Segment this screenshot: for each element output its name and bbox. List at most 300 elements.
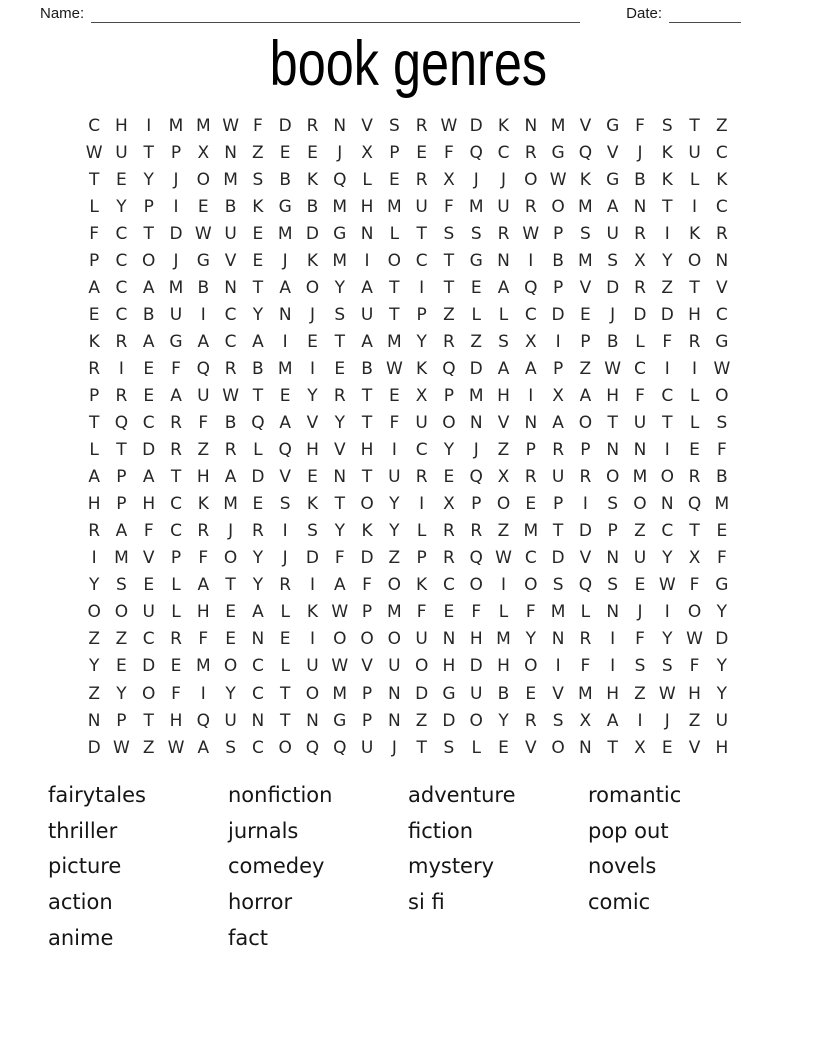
grid-cell[interactable]: M	[332, 196, 348, 217]
grid-cell[interactable]: V	[361, 656, 373, 677]
grid-cell[interactable]: B	[361, 358, 373, 379]
grid-cell[interactable]: R	[415, 169, 428, 190]
word-list-item[interactable]: si fi	[408, 889, 445, 914]
grid-cell[interactable]: U	[497, 196, 510, 217]
grid-cell[interactable]: J	[337, 142, 343, 163]
grid-cell[interactable]: V	[579, 548, 592, 569]
grid-cell[interactable]: A	[252, 602, 264, 623]
grid-cell[interactable]: C	[442, 575, 455, 596]
grid-cell[interactable]: S	[116, 575, 127, 596]
grid-cell[interactable]: G	[442, 683, 456, 704]
grid-cell[interactable]: B	[224, 413, 237, 434]
grid-cell[interactable]: M	[387, 331, 402, 352]
grid-cell[interactable]: V	[497, 413, 510, 434]
grid-cell[interactable]: C	[251, 656, 264, 677]
grid-cell[interactable]: W	[331, 602, 349, 623]
grid-cell[interactable]: Z	[252, 142, 264, 163]
grid-cell[interactable]: G	[606, 115, 620, 136]
grid-cell[interactable]: P	[361, 602, 373, 623]
grid-cell[interactable]: C	[661, 521, 674, 542]
grid-cell[interactable]: E	[279, 385, 291, 406]
grid-cell[interactable]: Q	[278, 440, 292, 461]
word-list-item[interactable]: pop out	[588, 818, 669, 843]
grid-cell[interactable]: I	[91, 548, 97, 569]
grid-cell[interactable]: Y	[252, 548, 264, 569]
grid-cell[interactable]: Y	[389, 494, 400, 515]
grid-cell[interactable]: A	[606, 710, 619, 731]
grid-cell[interactable]: S	[443, 737, 455, 758]
grid-cell[interactable]: G	[333, 223, 347, 244]
grid-cell[interactable]: O	[687, 250, 702, 271]
grid-cell[interactable]: M	[332, 683, 348, 704]
grid-cell[interactable]: W	[549, 169, 567, 190]
grid-cell[interactable]: R	[224, 440, 237, 461]
grid-cell[interactable]: Q	[333, 737, 347, 758]
grid-cell[interactable]: N	[633, 440, 647, 461]
grid-cell[interactable]: W	[440, 115, 458, 136]
grid-cell[interactable]: L	[253, 440, 263, 461]
grid-cell[interactable]: O	[469, 575, 483, 596]
grid-cell[interactable]: U	[469, 683, 483, 704]
grid-cell[interactable]: M	[332, 250, 348, 271]
grid-cell[interactable]: R	[170, 440, 182, 461]
grid-cell[interactable]: E	[498, 737, 509, 758]
grid-cell[interactable]: O	[387, 629, 402, 650]
grid-cell[interactable]: S	[661, 656, 673, 677]
grid-cell[interactable]: K	[197, 494, 209, 515]
grid-cell[interactable]: L	[89, 196, 99, 217]
grid-cell[interactable]: S	[443, 223, 455, 244]
grid-cell[interactable]: X	[688, 548, 701, 569]
grid-cell[interactable]: F	[580, 656, 591, 677]
grid-cell[interactable]: D	[305, 223, 320, 244]
grid-cell[interactable]: K	[661, 169, 673, 190]
grid-cell[interactable]: A	[197, 575, 210, 596]
grid-cell[interactable]: N	[551, 629, 565, 650]
grid-cell[interactable]: F	[171, 358, 181, 379]
grid-cell[interactable]: W	[686, 629, 703, 650]
grid-cell[interactable]: R	[251, 521, 264, 542]
grid-cell[interactable]: W	[713, 358, 731, 379]
grid-cell[interactable]: M	[223, 494, 238, 515]
grid-cell[interactable]: L	[580, 602, 591, 623]
grid-cell[interactable]: T	[689, 277, 700, 298]
grid-cell[interactable]: R	[170, 413, 182, 434]
name-fill-line[interactable]	[91, 6, 580, 23]
grid-cell[interactable]: Z	[634, 521, 646, 542]
grid-cell[interactable]: P	[116, 710, 127, 731]
grid-cell[interactable]: P	[416, 304, 427, 325]
grid-cell[interactable]: M	[714, 494, 730, 515]
grid-cell[interactable]: A	[142, 467, 155, 488]
grid-cell[interactable]: W	[194, 223, 212, 244]
grid-cell[interactable]: A	[88, 467, 100, 488]
grid-cell[interactable]: O	[142, 250, 156, 271]
grid-cell[interactable]: A	[606, 196, 619, 217]
grid-cell[interactable]: O	[660, 467, 674, 488]
grid-cell[interactable]: Y	[116, 196, 127, 217]
grid-cell[interactable]: R	[170, 629, 182, 650]
grid-cell[interactable]: N	[660, 494, 674, 515]
grid-cell[interactable]: W	[495, 548, 512, 569]
grid-cell[interactable]: T	[662, 413, 673, 434]
grid-cell[interactable]: Z	[497, 521, 510, 542]
grid-cell[interactable]: I	[555, 331, 561, 352]
grid-cell[interactable]: C	[715, 304, 728, 325]
grid-cell[interactable]: C	[115, 304, 128, 325]
grid-cell[interactable]: Z	[88, 629, 100, 650]
grid-cell[interactable]: D	[633, 304, 647, 325]
grid-cell[interactable]: X	[552, 385, 564, 406]
grid-cell[interactable]: R	[579, 629, 592, 650]
grid-cell[interactable]: R	[306, 115, 319, 136]
grid-cell[interactable]: D	[442, 710, 456, 731]
grid-cell[interactable]: B	[142, 304, 155, 325]
grid-cell[interactable]: G	[606, 169, 620, 190]
grid-cell[interactable]: G	[333, 710, 347, 731]
grid-cell[interactable]: K	[716, 169, 728, 190]
grid-cell[interactable]: N	[497, 250, 510, 271]
grid-cell[interactable]: O	[333, 629, 347, 650]
grid-cell[interactable]: Y	[716, 602, 728, 623]
grid-cell[interactable]: N	[524, 115, 538, 136]
grid-cell[interactable]: M	[387, 602, 402, 623]
word-list-item[interactable]: jurnals	[228, 818, 299, 843]
grid-cell[interactable]: Z	[579, 358, 592, 379]
grid-cell[interactable]: H	[606, 385, 620, 406]
grid-cell[interactable]: R	[333, 385, 346, 406]
grid-cell[interactable]: P	[552, 277, 564, 298]
grid-cell[interactable]: Y	[662, 548, 673, 569]
grid-cell[interactable]: D	[305, 548, 320, 569]
grid-cell[interactable]: A	[224, 467, 237, 488]
grid-cell[interactable]: D	[551, 304, 565, 325]
grid-cell[interactable]: I	[692, 358, 698, 379]
grid-cell[interactable]: T	[252, 385, 264, 406]
grid-cell[interactable]: G	[551, 142, 565, 163]
grid-cell[interactable]: E	[443, 602, 455, 623]
grid-cell[interactable]: M	[277, 358, 293, 379]
grid-cell[interactable]: Y	[662, 250, 673, 271]
grid-cell[interactable]: O	[578, 413, 593, 434]
grid-cell[interactable]: O	[551, 196, 565, 217]
grid-cell[interactable]: L	[471, 304, 481, 325]
grid-cell[interactable]: N	[387, 710, 401, 731]
grid-cell[interactable]: X	[197, 142, 210, 163]
grid-cell[interactable]: C	[661, 385, 674, 406]
grid-cell[interactable]: C	[524, 304, 537, 325]
word-list-item[interactable]: picture	[48, 854, 122, 879]
grid-cell[interactable]: E	[143, 358, 155, 379]
grid-cell[interactable]: R	[88, 358, 101, 379]
grid-cell[interactable]: R	[524, 142, 537, 163]
grid-cell[interactable]: O	[633, 494, 647, 515]
grid-cell[interactable]: M	[168, 115, 184, 136]
grid-cell[interactable]: Y	[498, 710, 509, 731]
grid-cell[interactable]: E	[143, 385, 155, 406]
grid-cell[interactable]: O	[551, 737, 565, 758]
grid-cell[interactable]: V	[579, 277, 592, 298]
grid-cell[interactable]: P	[116, 467, 127, 488]
grid-cell[interactable]: H	[115, 115, 128, 136]
grid-cell[interactable]: E	[225, 602, 236, 623]
grid-cell[interactable]: R	[115, 385, 128, 406]
grid-cell[interactable]: C	[715, 196, 728, 217]
grid-cell[interactable]: U	[224, 223, 237, 244]
grid-cell[interactable]: H	[196, 602, 210, 623]
grid-cell[interactable]: A	[88, 277, 100, 298]
grid-cell[interactable]: Y	[334, 413, 345, 434]
grid-cell[interactable]: T	[361, 385, 373, 406]
grid-cell[interactable]: P	[525, 440, 536, 461]
grid-cell[interactable]: I	[501, 575, 507, 596]
grid-cell[interactable]: R	[470, 521, 483, 542]
grid-cell[interactable]: S	[498, 331, 509, 352]
grid-cell[interactable]: G	[715, 575, 729, 596]
grid-cell[interactable]: X	[443, 494, 455, 515]
grid-cell[interactable]: U	[142, 602, 155, 623]
grid-cell[interactable]: T	[416, 737, 427, 758]
word-list-item[interactable]: nonfiction	[228, 782, 333, 807]
grid-cell[interactable]: A	[333, 575, 346, 596]
grid-cell[interactable]: N	[251, 629, 265, 650]
grid-cell[interactable]: C	[224, 331, 237, 352]
grid-cell[interactable]: N	[87, 710, 101, 731]
grid-cell[interactable]: F	[444, 142, 454, 163]
grid-cell[interactable]: O	[142, 683, 156, 704]
grid-cell[interactable]: T	[252, 277, 264, 298]
grid-cell[interactable]: O	[305, 277, 320, 298]
grid-cell[interactable]: R	[115, 331, 128, 352]
grid-cell[interactable]: R	[524, 467, 537, 488]
grid-cell[interactable]: W	[658, 575, 676, 596]
word-list-item[interactable]: fact	[228, 925, 269, 950]
grid-cell[interactable]: A	[279, 277, 291, 298]
grid-cell[interactable]: G	[469, 250, 483, 271]
grid-cell[interactable]: J	[309, 304, 315, 325]
grid-cell[interactable]: G	[169, 331, 183, 352]
grid-cell[interactable]: Z	[388, 548, 401, 569]
grid-cell[interactable]: L	[689, 413, 700, 434]
grid-cell[interactable]: T	[607, 737, 618, 758]
grid-cell[interactable]: T	[416, 223, 427, 244]
grid-cell[interactable]: C	[415, 250, 428, 271]
grid-cell[interactable]: L	[389, 223, 400, 244]
word-list-item[interactable]: romantic	[588, 782, 682, 807]
grid-cell[interactable]: M	[578, 250, 593, 271]
grid-cell[interactable]: K	[306, 602, 319, 623]
grid-cell[interactable]: S	[552, 575, 564, 596]
grid-cell[interactable]: T	[443, 277, 455, 298]
grid-cell[interactable]: D	[551, 548, 565, 569]
grid-cell[interactable]: Z	[716, 115, 728, 136]
grid-cell[interactable]: M	[387, 196, 402, 217]
grid-cell[interactable]: E	[252, 494, 264, 515]
grid-cell[interactable]: M	[632, 467, 648, 488]
grid-cell[interactable]: O	[496, 494, 511, 515]
grid-cell[interactable]: T	[279, 683, 291, 704]
grid-cell[interactable]: D	[142, 656, 156, 677]
word-list-item[interactable]: action	[48, 889, 113, 914]
grid-cell[interactable]: L	[498, 304, 509, 325]
grid-cell[interactable]: S	[388, 115, 400, 136]
grid-cell[interactable]: L	[689, 169, 700, 190]
grid-cell[interactable]: C	[524, 548, 537, 569]
grid-cell[interactable]: L	[362, 169, 372, 190]
grid-cell[interactable]: P	[389, 142, 400, 163]
grid-cell[interactable]: C	[170, 521, 182, 542]
grid-cell[interactable]: R	[443, 331, 455, 352]
grid-cell[interactable]: B	[606, 331, 619, 352]
grid-cell[interactable]: I	[637, 710, 643, 731]
grid-cell[interactable]: C	[115, 223, 128, 244]
grid-cell[interactable]: S	[334, 304, 346, 325]
grid-cell[interactable]: P	[552, 494, 564, 515]
grid-cell[interactable]: O	[87, 602, 101, 623]
grid-cell[interactable]: A	[497, 277, 510, 298]
grid-cell[interactable]: F	[716, 548, 727, 569]
grid-cell[interactable]: D	[169, 223, 183, 244]
grid-cell[interactable]: E	[143, 575, 155, 596]
grid-cell[interactable]: Y	[525, 629, 536, 650]
grid-cell[interactable]: D	[578, 521, 592, 542]
grid-cell[interactable]: Z	[688, 710, 701, 731]
grid-cell[interactable]: C	[415, 440, 428, 461]
grid-cell[interactable]: L	[416, 521, 427, 542]
grid-cell[interactable]: A	[197, 331, 210, 352]
grid-cell[interactable]: F	[252, 115, 263, 136]
grid-cell[interactable]: U	[169, 304, 183, 325]
grid-cell[interactable]: A	[115, 521, 128, 542]
grid-cell[interactable]: R	[415, 115, 428, 136]
grid-cell[interactable]: A	[579, 385, 592, 406]
grid-cell[interactable]: C	[115, 250, 128, 271]
grid-cell[interactable]: U	[415, 196, 428, 217]
grid-cell[interactable]: R	[634, 223, 646, 244]
grid-cell[interactable]: N	[606, 440, 620, 461]
grid-cell[interactable]: L	[689, 385, 700, 406]
grid-cell[interactable]: S	[634, 656, 646, 677]
grid-cell[interactable]: I	[200, 304, 206, 325]
grid-cell[interactable]: H	[87, 494, 101, 515]
grid-cell[interactable]: P	[607, 521, 618, 542]
grid-cell[interactable]: Y	[334, 277, 345, 298]
grid-cell[interactable]: T	[389, 304, 400, 325]
grid-cell[interactable]: N	[224, 277, 237, 298]
grid-cell[interactable]: Y	[252, 575, 264, 596]
grid-cell[interactable]: Y	[225, 683, 236, 704]
grid-cell[interactable]: R	[688, 331, 701, 352]
grid-cell[interactable]: D	[360, 548, 374, 569]
grid-cell[interactable]: K	[306, 494, 319, 515]
grid-cell[interactable]: H	[606, 683, 620, 704]
grid-cell[interactable]: Z	[443, 304, 455, 325]
word-list-item[interactable]: horror	[228, 889, 293, 914]
grid-cell[interactable]: E	[307, 142, 318, 163]
grid-cell[interactable]: Q	[524, 277, 538, 298]
grid-cell[interactable]: X	[497, 467, 510, 488]
grid-cell[interactable]: L	[635, 331, 645, 352]
grid-cell[interactable]: E	[661, 737, 673, 758]
grid-cell[interactable]: F	[198, 413, 209, 434]
grid-cell[interactable]: T	[334, 494, 345, 515]
grid-cell[interactable]: B	[252, 358, 264, 379]
grid-cell[interactable]: E	[525, 683, 537, 704]
grid-cell[interactable]: Z	[142, 737, 155, 758]
grid-cell[interactable]: F	[471, 602, 482, 623]
grid-cell[interactable]: B	[306, 196, 319, 217]
grid-cell[interactable]: V	[688, 737, 701, 758]
grid-cell[interactable]: N	[469, 413, 483, 434]
grid-cell[interactable]: E	[689, 440, 700, 461]
grid-cell[interactable]: I	[528, 250, 534, 271]
grid-cell[interactable]: N	[360, 223, 374, 244]
grid-cell[interactable]: R	[579, 467, 592, 488]
grid-cell[interactable]: X	[443, 169, 455, 190]
grid-cell[interactable]: S	[607, 250, 619, 271]
grid-cell[interactable]: J	[473, 440, 479, 461]
grid-cell[interactable]: J	[473, 169, 479, 190]
grid-cell[interactable]: B	[634, 169, 646, 190]
grid-cell[interactable]: U	[715, 710, 729, 731]
grid-cell[interactable]: Z	[497, 440, 510, 461]
grid-cell[interactable]: T	[607, 413, 618, 434]
grid-cell[interactable]: W	[113, 737, 130, 758]
grid-cell[interactable]: F	[635, 115, 645, 136]
grid-cell[interactable]: B	[716, 467, 728, 488]
grid-cell[interactable]: M	[195, 115, 211, 136]
grid-cell[interactable]: Q	[442, 358, 456, 379]
grid-cell[interactable]: Y	[389, 521, 400, 542]
grid-cell[interactable]: F	[444, 196, 454, 217]
grid-cell[interactable]: B	[197, 277, 210, 298]
grid-cell[interactable]: T	[88, 413, 100, 434]
grid-cell[interactable]: P	[416, 548, 427, 569]
grid-cell[interactable]: E	[334, 358, 346, 379]
grid-cell[interactable]: N	[606, 602, 620, 623]
grid-cell[interactable]: L	[89, 440, 99, 461]
grid-cell[interactable]: J	[637, 602, 643, 623]
grid-cell[interactable]: P	[471, 494, 482, 515]
grid-cell[interactable]: Z	[197, 440, 210, 461]
grid-cell[interactable]: P	[170, 548, 182, 569]
grid-cell[interactable]: U	[551, 467, 565, 488]
grid-cell[interactable]: F	[171, 683, 181, 704]
grid-cell[interactable]: A	[142, 331, 155, 352]
grid-cell[interactable]: E	[388, 385, 400, 406]
grid-cell[interactable]: K	[416, 575, 428, 596]
grid-cell[interactable]: P	[170, 142, 182, 163]
grid-cell[interactable]: U	[388, 656, 401, 677]
grid-cell[interactable]: T	[116, 440, 127, 461]
grid-cell[interactable]: B	[497, 683, 510, 704]
grid-cell[interactable]: G	[196, 250, 210, 271]
grid-cell[interactable]: C	[224, 304, 237, 325]
grid-cell[interactable]: E	[279, 142, 291, 163]
grid-cell[interactable]: R	[224, 358, 237, 379]
grid-cell[interactable]: L	[280, 602, 290, 623]
grid-cell[interactable]: M	[168, 277, 184, 298]
grid-cell[interactable]: W	[331, 656, 349, 677]
grid-cell[interactable]: F	[689, 656, 700, 677]
grid-cell[interactable]: F	[525, 602, 536, 623]
grid-cell[interactable]: Y	[88, 656, 100, 677]
grid-cell[interactable]: F	[635, 629, 645, 650]
grid-cell[interactable]: F	[143, 521, 154, 542]
grid-cell[interactable]: J	[391, 737, 397, 758]
grid-cell[interactable]: D	[415, 683, 429, 704]
grid-cell[interactable]: U	[633, 413, 647, 434]
